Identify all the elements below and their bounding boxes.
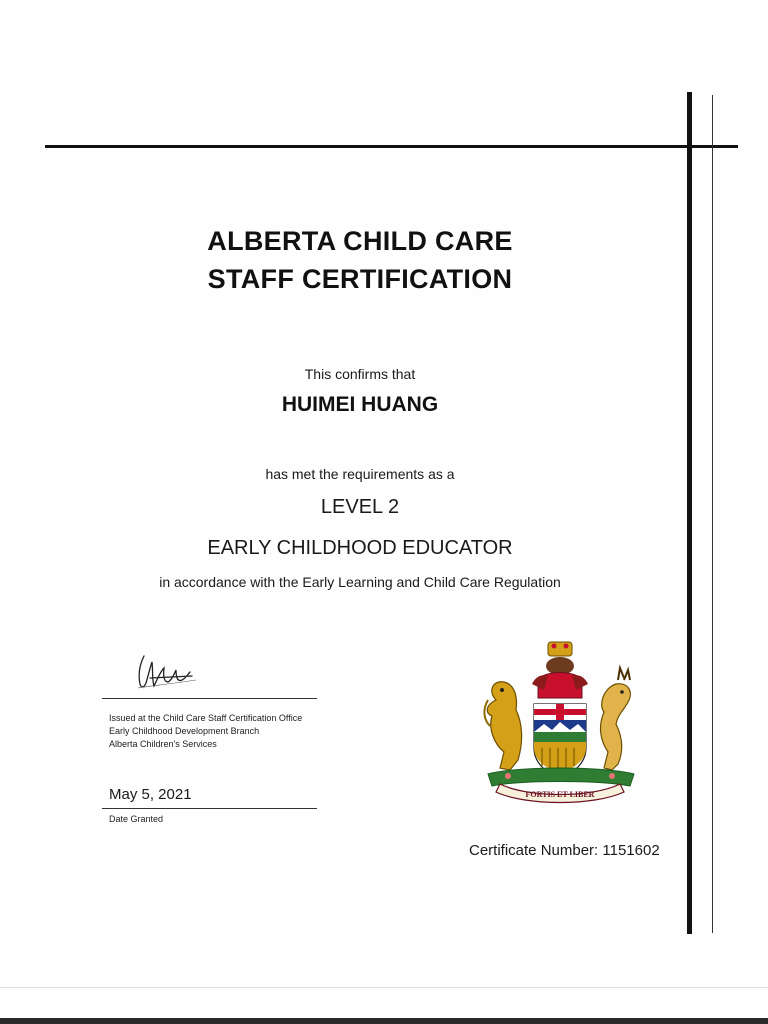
confirms-text: This confirms that bbox=[304, 366, 416, 382]
scan-bottom-band bbox=[0, 1018, 768, 1024]
certificate-title-line2: STAFF CERTIFICATION bbox=[207, 264, 513, 294]
issuer-branch: Early Childhood Development Branch bbox=[109, 726, 260, 736]
date-granted-value: May 5, 2021 bbox=[109, 786, 192, 803]
signature-image bbox=[130, 650, 200, 694]
scan-edge-line bbox=[0, 987, 768, 988]
issuer-block bbox=[109, 712, 302, 751]
date-granted-caption: Date Granted bbox=[109, 814, 164, 824]
recipient-name: HUIMEI HUANG bbox=[281, 393, 439, 416]
certification-role: EARLY CHILDHOOD EDUCATOR bbox=[207, 537, 513, 559]
regulation-text: in accordance with the Early Learning and Child Care Regulation bbox=[159, 574, 561, 590]
requirements-text: has met the requirements as a bbox=[265, 466, 455, 482]
crest-motto: FORTIS ET LIBER bbox=[525, 790, 595, 799]
certificate-title-line1: ALBERTA CHILD CARE bbox=[207, 226, 513, 256]
issuer-ministry: Alberta Children's Services bbox=[109, 739, 217, 749]
alberta-coat-of-arms-icon bbox=[478, 640, 642, 804]
top-border-rule bbox=[45, 145, 738, 148]
certificate-number: Certificate Number: 1151602 bbox=[469, 842, 660, 859]
certification-level: LEVEL 2 bbox=[320, 496, 400, 518]
date-line bbox=[102, 808, 317, 809]
issuer-office: Issued at the Child Care Staff Certification Office bbox=[109, 713, 303, 723]
signature-line bbox=[102, 698, 317, 699]
